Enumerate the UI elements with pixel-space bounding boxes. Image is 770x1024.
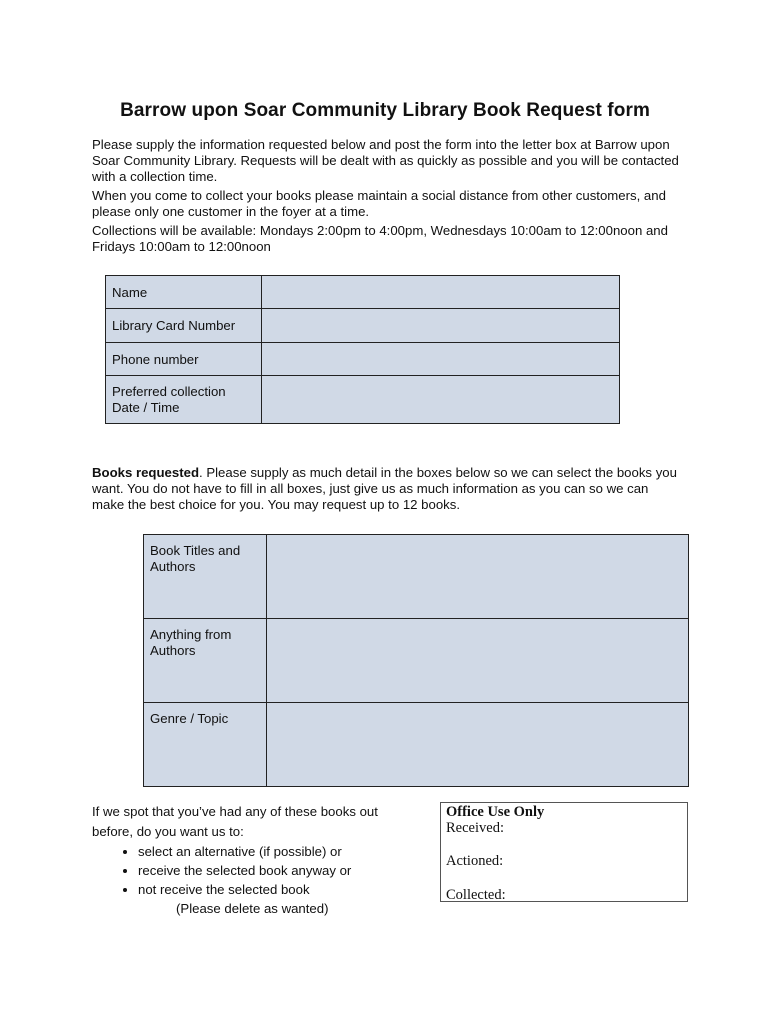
- intro-paragraph-3: Collections will be available: Mondays 2:00pm to 4:00pm, Wednesdays 10:00am to 12:00noon and Fridays 10:00am to 12:00noon: [92, 223, 668, 254]
- phone-label: Phone number: [106, 343, 262, 376]
- details-row-phone: [106, 343, 620, 376]
- spotted-options: [92, 842, 422, 899]
- intro-text: [92, 137, 682, 258]
- details-row-card: [106, 309, 620, 343]
- intro-paragraph-2: When you come to collect your books please maintain a social distance from other customers, and please only one customer in the foyer at a time.: [92, 188, 666, 219]
- books-row-titles: [144, 535, 689, 619]
- details-row-name: [106, 276, 620, 309]
- library-card-field[interactable]: [262, 309, 620, 343]
- intro-paragraph-1: Please supply the information requested below and post the form into the letter box at Barrow upon Soar Community Library. Requests will be dealt with as quickly as possible and you will be contacted with a collection time.: [92, 137, 679, 184]
- option-not-receive[interactable]: • not receive the selected book: [138, 880, 422, 899]
- office-use-heading: Office Use Only: [446, 804, 545, 820]
- authors-label: Anything from Authors: [144, 619, 267, 703]
- authors-field[interactable]: [267, 619, 689, 703]
- details-row-collection: [106, 376, 620, 424]
- books-table: [143, 534, 689, 787]
- received-label: Received:: [446, 820, 504, 836]
- books-row-authors: [144, 619, 689, 703]
- office-use-box: [440, 802, 688, 902]
- name-field[interactable]: [262, 276, 620, 309]
- form-title: Barrow upon Soar Community Library Book Request form: [120, 100, 650, 121]
- genre-label: Genre / Topic: [144, 703, 267, 787]
- collected-label: Collected:: [446, 887, 506, 903]
- titles-field[interactable]: [267, 535, 689, 619]
- library-card-label: Library Card Number: [106, 309, 262, 343]
- books-requested-text: [92, 465, 682, 513]
- books-requested-body: . Please supply as much detail in the boxes below so we can select the books you want. You do not have to fill in all boxes, just give us as much information as you can so we can make the best choice for you. You may request up to 12 books.: [92, 465, 677, 512]
- name-label: Name: [106, 276, 262, 309]
- collection-field[interactable]: [262, 376, 620, 424]
- delete-note: (Please delete as wanted): [176, 901, 329, 916]
- titles-label: Book Titles and Authors: [144, 535, 267, 619]
- spotted-question: If we spot that you’ve had any of these books out before, do you want us to:: [92, 804, 378, 839]
- spotted-section: [92, 802, 422, 918]
- genre-field[interactable]: [267, 703, 689, 787]
- option-receive-anyway[interactable]: • receive the selected book anyway or: [138, 861, 422, 880]
- books-row-genre: [144, 703, 689, 787]
- books-requested-heading: Books requested: [92, 465, 199, 480]
- option-alternative[interactable]: • select an alternative (if possible) or: [138, 842, 422, 861]
- actioned-label: Actioned:: [446, 853, 504, 869]
- collection-label: Preferred collection Date / Time: [106, 376, 262, 424]
- phone-field[interactable]: [262, 343, 620, 376]
- details-table: [105, 275, 620, 424]
